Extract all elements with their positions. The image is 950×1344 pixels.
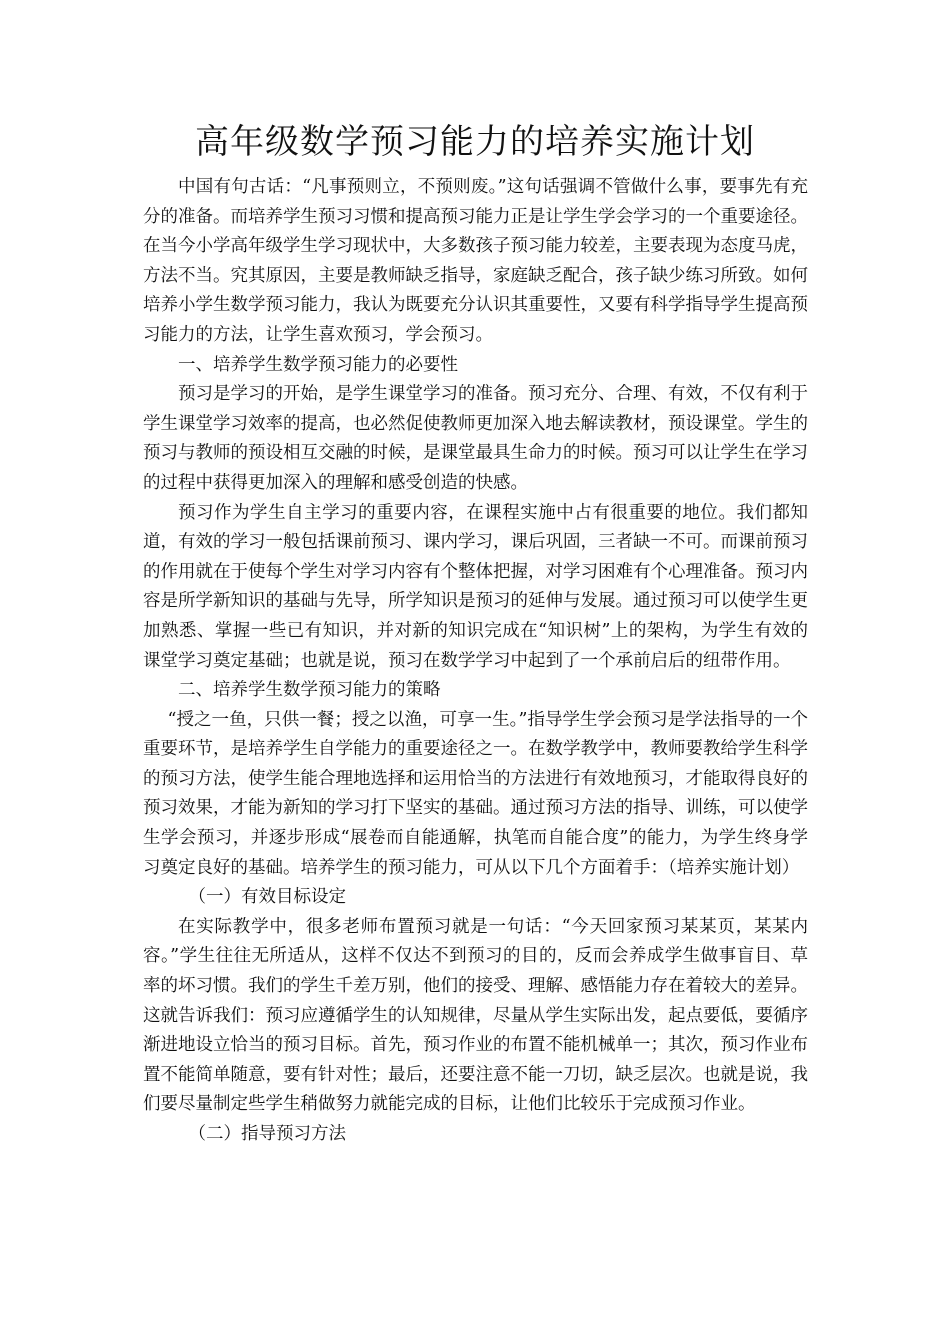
document-title: 高年级数学预习能力的培养实施计划 bbox=[195, 122, 755, 162]
subsection1-paragraph-1: 在实际教学中，很多老师布置预习就是一句话：“今天回家预习某某页，某某内容。”学生往往无所适从，这样不仅达不到预习的目的，反而会养成学生做事盲目、草率的坏习惯。我们的学生千差万别，他们的接受、理解、感悟能力存在着较大的差异。这就告诉我们：预习应遵循学生的认知规律，尽量从学生实际出发，起点要低，要循序渐进地设立恰当的预习目标。首先，预习作业的布置不能机械单一；其次，预习作业布置不能简单随意，要有针对性；最后，还要注意不能一刀切，缺乏层次。也就是说，我们要尽量制定些学生稍做努力就能完成的目标，让他们比较乐于完成预习作业。 bbox=[143, 916, 808, 1115]
section2-heading: 二、培养学生数学预习能力的策略 bbox=[178, 680, 441, 701]
intro-paragraph: 中国有句古话：“凡事预则立，不预则废。”这句话强调不管做什么事，要事先有充分的准备。而培养学生预习习惯和提高预习能力正是让学生学会学习的一个重要途径。在当今小学高年级学生学习现状中，大多数孩子预习能力较差，主要表现为态度马虎，方法不当。究其原因，主要是教师缺乏指导，家庭缺乏配合，孩子缺少练习所致。如何培养小学生数学预习能力，我认为既要充分认识其重要性，又要有科学指导学生提高预习能力的方法，让学生喜欢预习，学会预习。 bbox=[143, 177, 808, 345]
section1-heading: 一、培养学生数学预习能力的必要性 bbox=[178, 354, 458, 375]
section1-paragraph-2: 预习作为学生自主学习的重要内容，在课程实施中占有很重要的地位。我们都知道，有效的学习一般包括课前预习、课内学习，课后巩固，三者缺一不可。而课前预习的作用就在于使每个学生对学习内容有个整体把握，对学习困难有个心理准备。预习内容是所学新知识的基础与先导，所学知识是预习的延伸与发展。通过预习可以使学生更加熟悉、掌握一些已有知识，并对新的知识完成在“知识树”上的架构，为学生有效的课堂学习奠定基础；也就是说，预习在数学学习中起到了一个承前启后的纽带作用。 bbox=[143, 502, 808, 671]
section1-paragraph-1: 预习是学习的开始，是学生课堂学习的准备。预习充分、合理、有效，不仅有利于学生课堂学习效率的提高，也必然促使教师更加深入地去解读教材，预设课堂。学生的预习与教师的预设相互交融的时候，是课堂最具生命力的时候。预习可以让学生在学习的过程中获得更加深入的理解和感受创造的快感。 bbox=[143, 384, 808, 493]
document-body bbox=[143, 173, 808, 1150]
subsection2-heading: （二）指导预习方法 bbox=[188, 1124, 346, 1144]
section2-paragraph-1: “授之一鱼，只供一餐；授之以渔，可享一生。”指导学生学会预习是学法指导的一个重要环节，是培养学生自学能力的重要途径之一。在数学教学中，教师要教给学生科学的预习方法，使学生能合理地选择和运用恰当的方法进行有效地预习，才能取得良好的预习效果，才能为新知的学习打下坚实的基础。通过预习方法的指导、训练，可以使学生学会预习，并逐步形成“展卷而自能通解，执笔而自能合度”的能力，为学生终身学习奠定良好的基础。培养学生的预习能力，可从以下几个方面着手：（培养实施计划） bbox=[143, 709, 808, 878]
subsection1-heading: （一）有效目标设定 bbox=[188, 887, 346, 908]
